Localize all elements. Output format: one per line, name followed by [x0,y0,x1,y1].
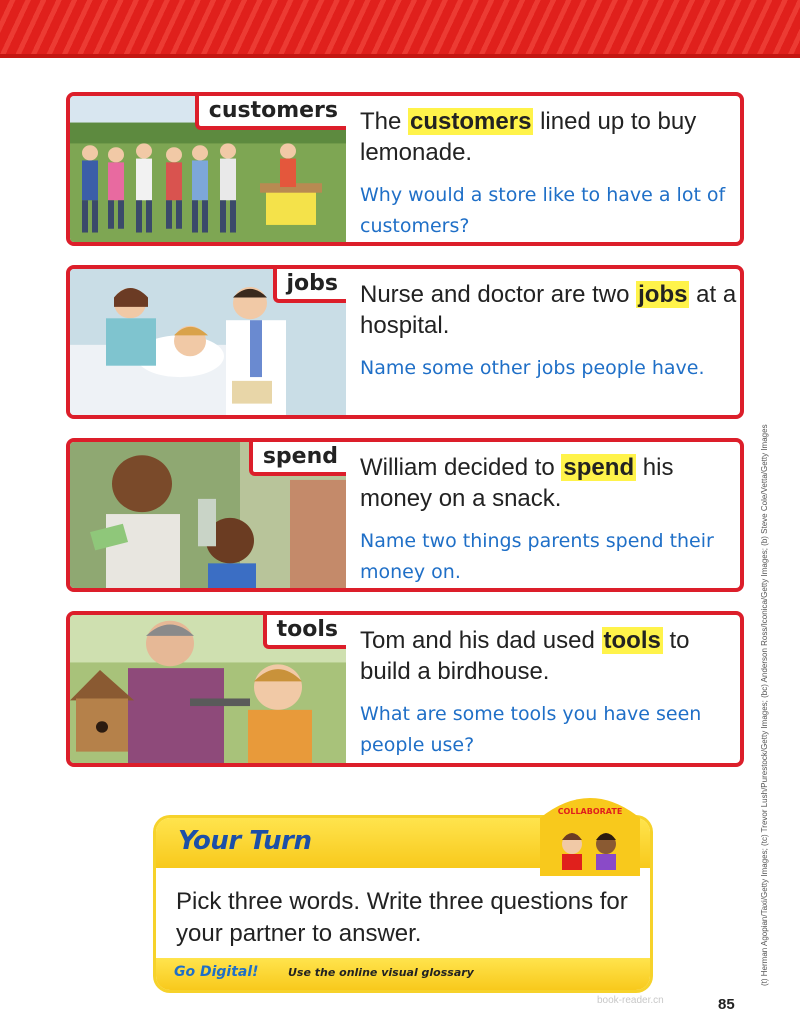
watermark: book-reader.cn [597,995,664,1006]
collaborate-badge [536,788,644,876]
vocab-word-tools: tools [263,615,346,649]
hospital-photo [70,269,346,415]
page-number: 85 [718,996,735,1013]
your-turn-instructions: Pick three words. Write three questions for your partner to answer. [176,888,628,947]
highlighted-word: jobs [638,281,688,308]
highlighted-word: spend [563,454,635,481]
highlighted-word: customers [410,108,532,135]
collaborate-label: COLLABORATE [557,807,623,816]
example-sentence: Nurse and doctor are two jobs at a hospital. [360,281,737,339]
your-turn-body [156,868,650,958]
vocab-card-jobs [66,265,744,419]
example-sentence: William decided to spend his money on a snack. [360,454,674,512]
your-turn-title: Your Turn [178,826,312,856]
vocab-card-tools [66,611,744,767]
vocab-word-customers: customers [195,96,346,130]
discussion-question: Name two things parents spend their money on. [360,530,714,583]
go-digital-bar [156,958,650,990]
vocab-card-customers [66,92,744,246]
vocab-word-spend: spend [249,442,346,476]
discussion-question: What are some tools you have seen people use? [360,703,702,756]
discussion-question: Why would a store like to have a lot of customers? [360,184,726,237]
top-red-banner [0,0,800,58]
lemonade-stand-photo [70,96,346,242]
birdhouse-photo [70,615,346,763]
go-digital-description: Use the online visual glossary [288,966,474,979]
discussion-question: Name some other jobs people have. [360,357,705,379]
example-sentence: The customers lined up to buy lemonade. [360,108,697,166]
snack-money-photo [70,442,346,588]
photo-credits: (t) Herman Agopian/Taxi/Getty Images; (tc) Trevor Lush/Purestock/Getty Images; (bc) Anderson Ross/Iconica/Getty Images; (b) Steve Cole/Vetta/Getty Images [760,424,769,986]
vocab-card-spend [66,438,744,592]
go-digital-link[interactable]: Go Digital! [174,964,259,980]
highlighted-word: tools [603,627,661,654]
example-sentence: Tom and his dad used tools to build a birdhouse. [360,627,690,685]
vocab-word-jobs: jobs [273,269,347,303]
